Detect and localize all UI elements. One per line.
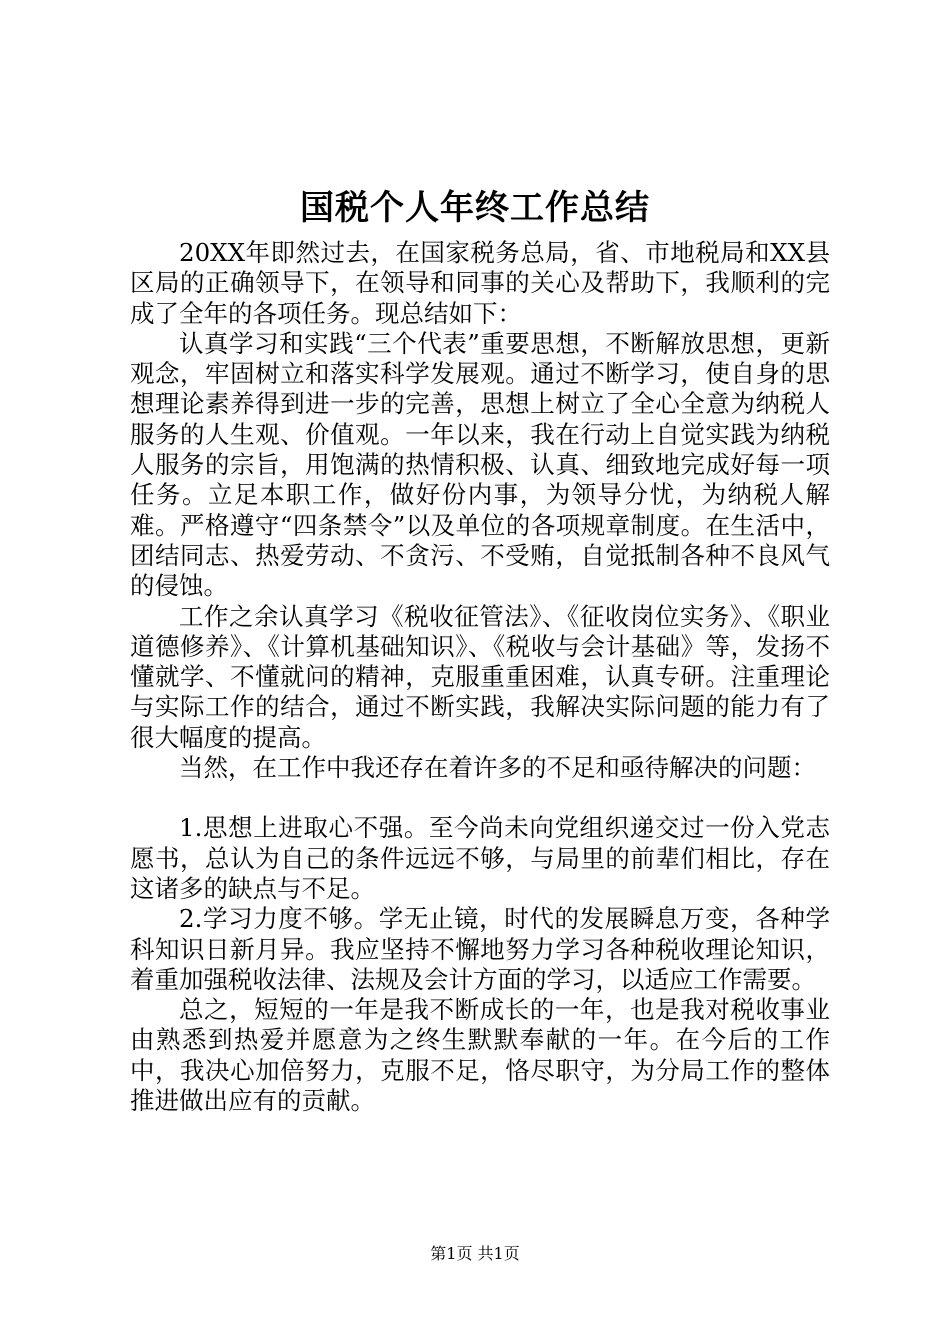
document-title: 国税个人年终工作总结 (300, 188, 650, 228)
page-footer: 第1页 共1页 (430, 1244, 520, 1263)
paragraph-study-courses: 工作之余认真学习《税收征管法》、《征收岗位实务》、《职业道德修养》、《计算机基础知识》、《税收与会计基础》等，发扬不懂就学、不懂就问的精神，克服重重困难，认真专研。注重理论与实际工作的结合，通过不断实践，我解决实际问题的能力有了很大幅度的提高。 (130, 601, 830, 752)
paragraph-intro: 20XX年即然过去，在国家税务总局，省、市地税局和XX县区局的正确领导下，在领导和同事的关心及帮助下，我顺利的完成了全年的各项任务。现总结如下： (130, 238, 830, 328)
paragraph-shortcomings-intro: 当然，在工作中我还存在着许多的不足和亟待解决的问题： (179, 753, 816, 783)
document-body (130, 238, 830, 1116)
blank-line (130, 783, 830, 813)
paragraph-shortcoming-2: 2.学习力度不够。学无止镜，时代的发展瞬息万变，各种学科知识日新月异。我应坚持不懈地努力学习各种税收理论知识，着重加强税收法律、法规及会计方面的学习，以适应工作需要。 (130, 904, 830, 994)
paragraph-conclusion: 总之，短短的一年是我不断成长的一年，也是我对税收事业由熟悉到热爱并愿意为之终生默默奉献的一年。在今后的工作中，我决心加倍努力，克服不足，恪尽职守，为分局工作的整体推进做出应有的贡献。 (130, 995, 830, 1116)
paragraph-shortcoming-1: 1.思想上进取心不强。至今尚未向党组织递交过一份入党志愿书，总认为自己的条件远远不够，与局里的前辈们相比，存在这诸多的缺点与不足。 (130, 813, 830, 903)
paragraph-study-theory: 认真学习和实践“三个代表”重要思想，不断解放思想，更新观念，牢固树立和落实科学发展观。通过不断学习，使自身的思想理论素养得到进一步的完善，思想上树立了全心全意为纳税人服务的人生观、价值观。一年以来，我在行动上自觉实践为纳税人服务的宗旨，用饱满的热情积极、认真、细致地完成好每一项任务。立足本职工作，做好份内事，为领导分忧，为纳税人解难。严格遵守“四条禁令”以及单位的各项规章制度。在生活中，团结同志、热爱劳动、不贪污、不受贿，自觉抵制各种不良风气的侵蚀。 (130, 328, 830, 601)
